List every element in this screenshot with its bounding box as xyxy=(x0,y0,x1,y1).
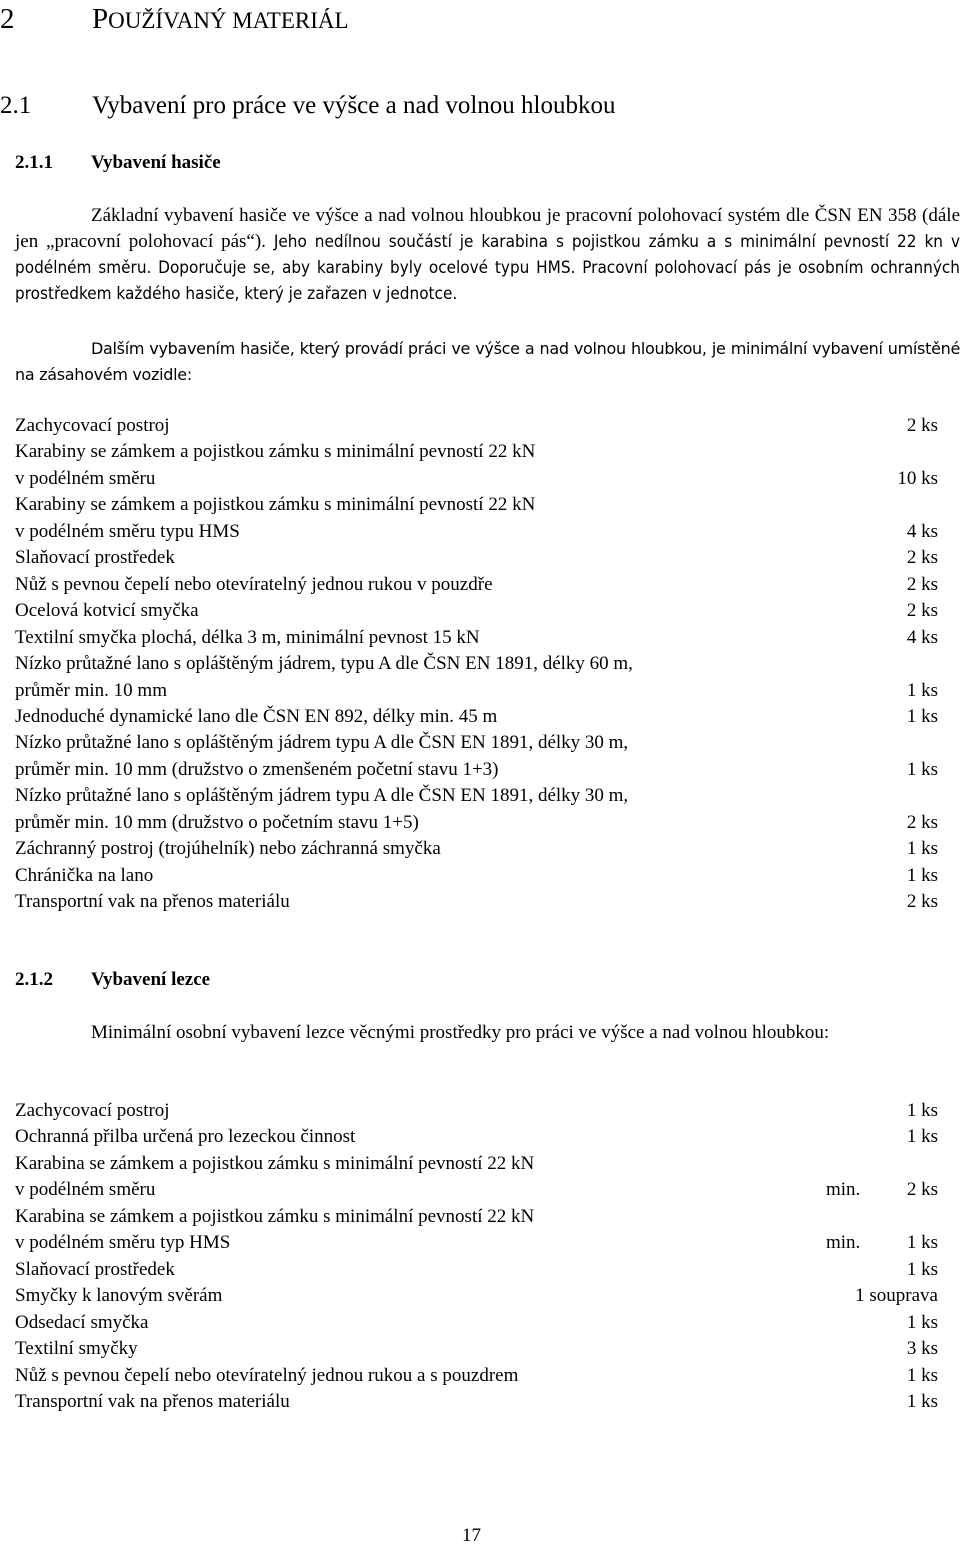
list-item-text: Záchranný postroj (trojúhelník) nebo záchranná smyčka xyxy=(15,838,441,859)
list-item-quantity: 1 ks xyxy=(906,1365,938,1386)
list-item-quantity: 2 ks xyxy=(906,547,938,568)
subsection-title: Vybavení hasiče xyxy=(91,152,221,173)
list-item-quantity: 1 ks xyxy=(906,759,938,780)
list-item-text: průměr min. 10 mm xyxy=(15,680,167,701)
list-item-text: Zachycovací postroj xyxy=(15,1100,170,1121)
section-number: 2.1 xyxy=(0,92,32,119)
list-item-quantity: 1 ks xyxy=(906,1312,938,1333)
section-title: Vybavení pro práce ve výšce a nad volnou hloubkou xyxy=(92,92,616,119)
list-item-text: Nůž s pevnou čepelí nebo otevíratelný jednou rukou v pouzdře xyxy=(15,574,493,595)
list-item-quantity: 1 ks xyxy=(906,706,938,727)
list-item-quantity: 4 ks xyxy=(906,521,938,542)
list-item-text: v podélném směru typu HMS xyxy=(15,521,240,542)
page-number: 17 xyxy=(462,1525,481,1546)
list-item-text: Nízko průtažné lano s opláštěným jádrem typu A dle ČSN EN 1891, délky 30 m, xyxy=(15,785,629,806)
section-heading xyxy=(0,89,615,123)
list-item-text: Nízko průtažné lano s opláštěným jádrem typu A dle ČSN EN 1891, délky 30 m, xyxy=(15,732,629,753)
subsection-heading-hasic xyxy=(15,150,221,176)
list-item-text: Textilní smyčky xyxy=(15,1338,138,1359)
list-item-quantity: 1 souprava xyxy=(855,1285,938,1306)
paragraph-intro-b: Jeho nedílnou součástí je karabina s pojistkou zámku a s minimální pevností 22 kn v podélném směru. Doporučuje se, aby karabiny byly ocelové typu HMS. Pracovní polohovací pás je osobním ochranných prostředkem každého hasiče, který je zařazen v jednotce. xyxy=(15,232,960,304)
list-item-text: průměr min. 10 mm (družstvo o početním stavu 1+5) xyxy=(15,812,419,833)
list-item-quantity: 1 ks xyxy=(906,1391,938,1412)
list-item-text: Nůž s pevnou čepelí nebo otevíratelný jednou rukou a s pouzdrem xyxy=(15,1365,519,1386)
list-item-text: Textilní smyčka plochá, délka 3 m, minimální pevnost 15 kN xyxy=(15,627,480,648)
subsection-heading-lezec xyxy=(15,967,210,993)
list-item-text: Odsedací smyčka xyxy=(15,1312,149,1333)
paragraph-lezec-text: Minimální osobní vybavení lezce věcnými prostředky pro práci ve výšce a nad volnou hloubkou: xyxy=(91,1022,830,1043)
list-item-quantity: 1 ks xyxy=(906,865,938,886)
list-item-text: v podélném směru xyxy=(15,468,156,489)
list-item-text: Ocelová kotvicí smyčka xyxy=(15,600,199,621)
chapter-heading xyxy=(0,0,349,40)
subsection-title: Vybavení lezce xyxy=(91,969,211,990)
list-item-text: Jednoduché dynamické lano dle ČSN EN 892, délky min. 45 m xyxy=(15,706,498,727)
list-item-quantity: 1 ks xyxy=(906,1232,938,1253)
list-item-quantity: 2 ks xyxy=(906,600,938,621)
list-item-quantity: 2 ks xyxy=(906,574,938,595)
list-item-text: Karabina se zámkem a pojistkou zámku s minimální pevností 22 kN xyxy=(15,1206,535,1227)
list-item-quantity: 2 ks xyxy=(906,1179,938,1200)
list-item-quantity: 2 ks xyxy=(906,812,938,833)
paragraph-lezec xyxy=(15,1020,960,1046)
list-item-quantity: 3 ks xyxy=(906,1338,938,1359)
chapter-title-rest: OUŽÍVANÝ MATERIÁL xyxy=(108,8,349,33)
paragraph-equipment-text: Dalším vybavením hasiče, který provádí práci ve výšce a nad volnou hloubkou, je minimální vybavení umístěné na zásahovém vozidle: xyxy=(15,339,960,384)
list-item-min-label: min. xyxy=(826,1232,861,1253)
list-item-text: průměr min. 10 mm (družstvo o zmenšeném početní stavu 1+3) xyxy=(15,759,499,780)
subsection-number: 2.1.2 xyxy=(15,969,53,990)
list-item-quantity: 1 ks xyxy=(906,680,938,701)
chapter-number: 2 xyxy=(0,3,15,35)
list-item-quantity: 10 ks xyxy=(897,468,938,489)
list-item-min-label: min. xyxy=(826,1179,861,1200)
list-item-text: Slaňovací prostředek xyxy=(15,1259,175,1280)
list-item-text: Slaňovací prostředek xyxy=(15,547,175,568)
list-item-text: Chránička na lano xyxy=(15,865,154,886)
list-item-quantity: 2 ks xyxy=(906,891,938,912)
chapter-title-first: P xyxy=(92,3,109,35)
list-item-text: v podélném směru typ HMS xyxy=(15,1232,231,1253)
list-item-text: Karabiny se zámkem a pojistkou zámku s minimální pevností 22 kN xyxy=(15,494,536,515)
list-item-text: Transportní vak na přenos materiálu xyxy=(15,891,290,912)
list-item-text: Karabiny se zámkem a pojistkou zámku s minimální pevností 22 kN xyxy=(15,441,536,462)
list-item-quantity: 1 ks xyxy=(906,1126,938,1147)
list-item-text: Transportní vak na přenos materiálu xyxy=(15,1391,290,1412)
paragraph-intro xyxy=(15,203,960,307)
list-item-quantity: 1 ks xyxy=(906,838,938,859)
subsection-number: 2.1.1 xyxy=(15,152,53,173)
list-item-quantity: 1 ks xyxy=(906,1259,938,1280)
paragraph-equipment xyxy=(15,336,960,388)
list-item-text: v podélném směru xyxy=(15,1179,156,1200)
list-item-quantity: 2 ks xyxy=(906,415,938,436)
paragraph-intro-a: Základní vybavení hasiče ve výšce a nad volnou hloubkou je pracovní polohovací systém dle ČSN EN 358 (dále jen „pracovní polohovací pás“). xyxy=(15,205,960,252)
list-item-quantity: 4 ks xyxy=(906,627,938,648)
list-item-text: Zachycovací postroj xyxy=(15,415,170,436)
list-item-quantity: 1 ks xyxy=(906,1100,938,1121)
list-item-text: Smyčky k lanovým svěrám xyxy=(15,1285,223,1306)
list-item-text: Ochranná přilba určená pro lezeckou činnost xyxy=(15,1126,356,1147)
list-item-text: Nízko průtažné lano s opláštěným jádrem, typu A dle ČSN EN 1891, délky 60 m, xyxy=(15,653,633,674)
list-item-text: Karabina se zámkem a pojistkou zámku s minimální pevností 22 kN xyxy=(15,1153,535,1174)
